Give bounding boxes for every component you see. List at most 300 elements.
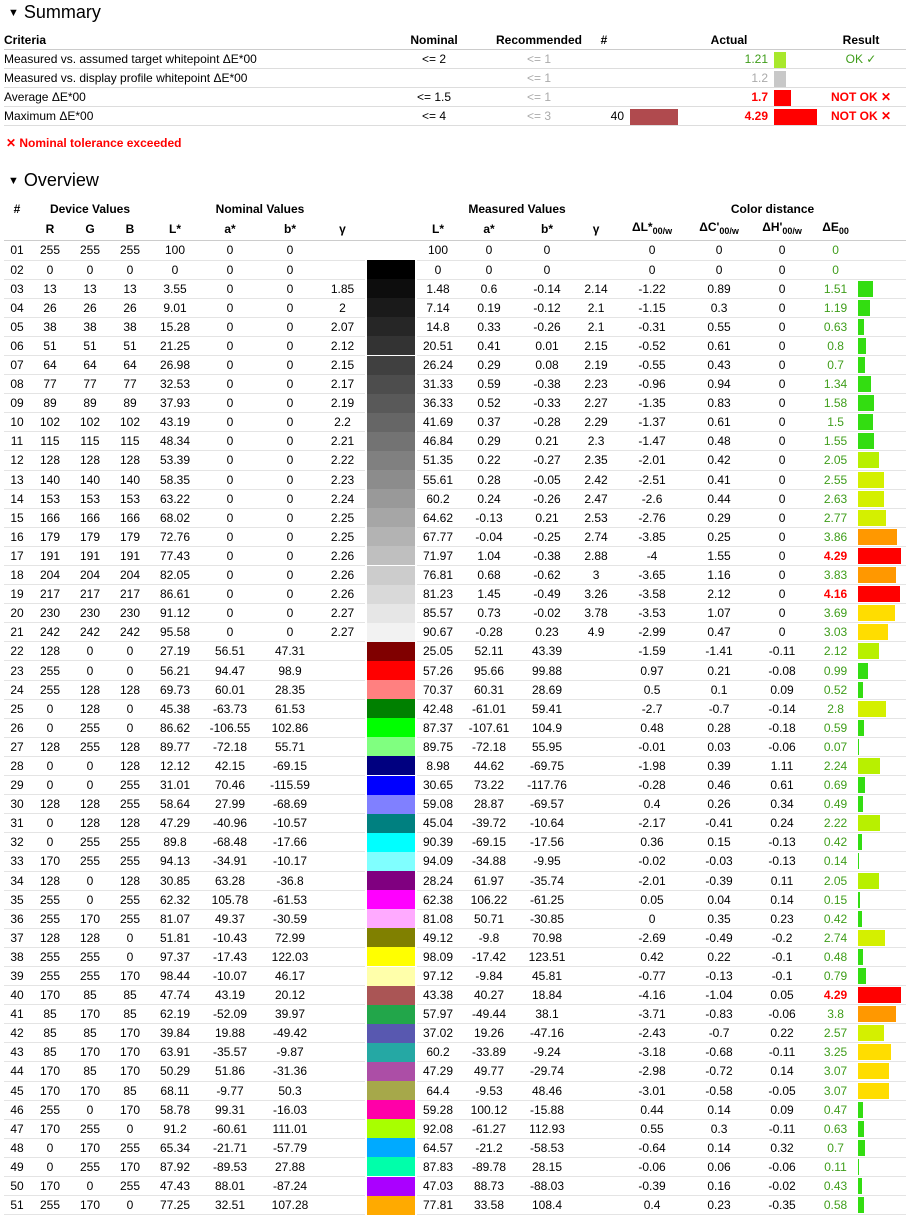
overview-G: 204 [70, 566, 110, 585]
overview-nominal-gamma: 2.23 [320, 470, 365, 489]
overview-R: 128 [30, 737, 70, 756]
dE-bar [858, 777, 865, 793]
overview-num: 11 [4, 432, 30, 451]
overview-dH: -0.06 [751, 1005, 813, 1024]
overview-measured-a: -17.42 [459, 947, 519, 966]
overview-title: Overview [23, 170, 99, 190]
overview-dC: 0.21 [687, 661, 751, 680]
overview-swatch-cell [365, 680, 417, 699]
overview-G: 255 [70, 852, 110, 871]
overview-dL: 0.05 [617, 890, 687, 909]
overview-R: 0 [30, 1157, 70, 1176]
overview-swatch-cell [365, 355, 417, 374]
overview-nominal-a: 0 [200, 470, 260, 489]
overview-R: 179 [30, 527, 70, 546]
overview-measured-b: -0.27 [519, 451, 575, 470]
overview-dC: 0.1 [687, 680, 751, 699]
overview-dE: 4.29 [813, 546, 858, 565]
overview-measured-b: -47.16 [519, 1024, 575, 1043]
overview-swatch-cell [365, 756, 417, 775]
overview-nominal-gamma: 2.26 [320, 585, 365, 604]
overview-measured-a: 0.29 [459, 355, 519, 374]
overview-R: 26 [30, 298, 70, 317]
overview-R: 128 [30, 871, 70, 890]
overview-nominal-b: 0 [260, 604, 320, 623]
overview-R: 0 [30, 718, 70, 737]
overview-dE: 0.47 [813, 1100, 858, 1119]
overview-dC: 0.35 [687, 909, 751, 928]
overview-dE: 2.12 [813, 642, 858, 661]
overview-dH: 0.14 [751, 890, 813, 909]
overview-measured-gamma [575, 1177, 617, 1196]
overview-nominal-gamma [320, 1138, 365, 1157]
overview-measured-L: 64.57 [417, 1138, 459, 1157]
overview-nominal-gamma: 2.17 [320, 375, 365, 394]
overview-table [4, 200, 906, 1215]
overview-measured-gamma: 2.3 [575, 432, 617, 451]
overview-B: 255 [110, 833, 150, 852]
overview-nominal-gamma: 2.2 [320, 413, 365, 432]
overview-nominal-a: -89.53 [200, 1157, 260, 1176]
overview-measured-gamma: 3.78 [575, 604, 617, 623]
overview-nominal-a: -60.61 [200, 1119, 260, 1138]
overview-dC: -0.03 [687, 852, 751, 871]
overview-nominal-b: -10.17 [260, 852, 320, 871]
overview-measured-b: 48.46 [519, 1081, 575, 1100]
overview-nominal-L: 89.77 [150, 737, 200, 756]
overview-nominal-gamma [320, 1157, 365, 1176]
overview-dE-bar-cell [858, 1043, 906, 1062]
overview-nominal-a: 0 [200, 241, 260, 261]
overview-measured-b: -0.14 [519, 279, 575, 298]
overview-measured-gamma [575, 928, 617, 947]
overview-num: 34 [4, 871, 30, 890]
overview-measured-b: 104.9 [519, 718, 575, 737]
summary-row [4, 50, 906, 69]
overview-nominal-a: -10.07 [200, 966, 260, 985]
dE-bar [858, 338, 866, 354]
overview-R: 85 [30, 1043, 70, 1062]
overview-nominal-b: 0 [260, 241, 320, 261]
overview-dE-bar-cell [858, 776, 906, 795]
col-dL: $\Delta L*_{00/w}$ [617, 218, 687, 241]
overview-dC: -0.41 [687, 814, 751, 833]
overview-measured-a: -21.2 [459, 1138, 519, 1157]
overview-nominal-b: 55.71 [260, 737, 320, 756]
dE-bar [858, 682, 863, 698]
overview-measured-gamma [575, 642, 617, 661]
color-swatch [367, 947, 415, 966]
overview-dH: 0 [751, 546, 813, 565]
overview-num: 38 [4, 947, 30, 966]
overview-B: 64 [110, 355, 150, 374]
overview-nominal-a: 0 [200, 279, 260, 298]
overview-dE-bar-cell [858, 1196, 906, 1215]
overview-measured-a: 44.62 [459, 756, 519, 775]
overview-G: 170 [70, 1196, 110, 1215]
overview-measured-b: -0.05 [519, 470, 575, 489]
overview-R: 255 [30, 241, 70, 261]
color-swatch [367, 508, 415, 527]
overview-B: 128 [110, 680, 150, 699]
overview-B: 38 [110, 317, 150, 336]
overview-G: 85 [70, 1062, 110, 1081]
overview-dC: 1.55 [687, 546, 751, 565]
overview-dH: -0.13 [751, 833, 813, 852]
dE-bar [858, 758, 880, 774]
overview-dH: -0.06 [751, 1157, 813, 1176]
overview-measured-b: -0.02 [519, 604, 575, 623]
summary-criteria: Measured vs. assumed target whitepoint ΔE*00 [4, 50, 374, 69]
overview-nominal-L: 62.19 [150, 1005, 200, 1024]
overview-nominal-gamma [320, 795, 365, 814]
summary-recommended: <= 1 [494, 88, 584, 107]
overview-dL: 0.36 [617, 833, 687, 852]
overview-measured-L: 57.26 [417, 661, 459, 680]
overview-dE: 0.07 [813, 737, 858, 756]
overview-G: 140 [70, 470, 110, 489]
overview-G: 38 [70, 317, 110, 336]
overview-measured-a: -72.18 [459, 737, 519, 756]
overview-measured-L: 92.08 [417, 1119, 459, 1138]
overview-measured-gamma [575, 718, 617, 737]
overview-dL: -0.64 [617, 1138, 687, 1157]
overview-measured-b: -117.76 [519, 776, 575, 795]
overview-nominal-a: 94.47 [200, 661, 260, 680]
overview-nominal-a: 105.78 [200, 890, 260, 909]
summary-recommended: <= 1 [494, 50, 584, 69]
overview-measured-b: 0.01 [519, 336, 575, 355]
overview-dL: 0.4 [617, 795, 687, 814]
overview-nominal-a: -9.77 [200, 1081, 260, 1100]
overview-swatch-cell [365, 260, 417, 279]
overview-measured-gamma: 3.26 [575, 585, 617, 604]
overview-nominal-a: 0 [200, 508, 260, 527]
overview-dC: 0.83 [687, 394, 751, 413]
overview-measured-a: 61.97 [459, 871, 519, 890]
overview-dL: -1.47 [617, 432, 687, 451]
overview-nominal-b: 39.97 [260, 1005, 320, 1024]
overview-measured-L: 89.75 [417, 737, 459, 756]
overview-measured-a: -0.13 [459, 508, 519, 527]
overview-dH: 0 [751, 508, 813, 527]
overview-measured-a: 0.6 [459, 279, 519, 298]
color-swatch [367, 1157, 415, 1176]
overview-nominal-b: 0 [260, 546, 320, 565]
overview-dC: 0.03 [687, 737, 751, 756]
summary-toggle[interactable] [8, 2, 101, 23]
overview-nominal-b: 98.9 [260, 661, 320, 680]
overview-swatch-cell [365, 909, 417, 928]
overview-nominal-L: 68.02 [150, 508, 200, 527]
overview-dE: 0.52 [813, 680, 858, 699]
overview-G: 242 [70, 623, 110, 642]
col-R: R [30, 218, 70, 241]
overview-G: 230 [70, 604, 110, 623]
overview-measured-b: 28.15 [519, 1157, 575, 1176]
overview-G: 0 [70, 1100, 110, 1119]
overview-dL: -1.35 [617, 394, 687, 413]
overview-measured-gamma [575, 909, 617, 928]
color-swatch [367, 394, 415, 413]
overview-swatch-cell [365, 317, 417, 336]
col-nominal-b: b* [260, 218, 320, 241]
overview-nominal-a: 0 [200, 298, 260, 317]
overview-dL: -2.76 [617, 508, 687, 527]
overview-G: 128 [70, 814, 110, 833]
overview-B: 230 [110, 604, 150, 623]
summary-actual-bar [774, 71, 786, 87]
overview-toggle[interactable] [8, 170, 99, 191]
overview-dL: -0.96 [617, 375, 687, 394]
overview-measured-gamma: 2.19 [575, 355, 617, 374]
overview-dE-bar-cell [858, 375, 906, 394]
overview-G: 170 [70, 1005, 110, 1024]
overview-swatch-cell [365, 776, 417, 795]
overview-num: 06 [4, 336, 30, 355]
overview-num: 24 [4, 680, 30, 699]
overview-num: 42 [4, 1024, 30, 1043]
overview-swatch-cell [365, 451, 417, 470]
overview-nominal-gamma: 2.26 [320, 546, 365, 565]
summary-recommended: <= 1 [494, 69, 584, 88]
overview-nominal-a: 56.51 [200, 642, 260, 661]
overview-measured-L: 51.35 [417, 451, 459, 470]
overview-nominal-gamma [320, 1005, 365, 1024]
overview-nominal-b: 0 [260, 355, 320, 374]
overview-nominal-a: 0 [200, 604, 260, 623]
overview-row [4, 394, 906, 413]
overview-dE: 1.58 [813, 394, 858, 413]
overview-nominal-a: -52.09 [200, 1005, 260, 1024]
overview-nominal-L: 48.34 [150, 432, 200, 451]
overview-row [4, 1138, 906, 1157]
dE-bar [858, 1178, 862, 1194]
overview-dE: 2.63 [813, 489, 858, 508]
overview-measured-b: 45.81 [519, 966, 575, 985]
overview-swatch-cell [365, 1157, 417, 1176]
overview-nominal-L: 72.76 [150, 527, 200, 546]
overview-dL: -0.77 [617, 966, 687, 985]
dE-bar [858, 452, 879, 468]
overview-dC: -1.41 [687, 642, 751, 661]
color-swatch [367, 1138, 415, 1157]
overview-nominal-L: 95.58 [150, 623, 200, 642]
overview-nominal-a: -68.48 [200, 833, 260, 852]
overview-nominal-L: 77.25 [150, 1196, 200, 1215]
summary-title: Summary [23, 2, 101, 22]
overview-nominal-b: 0 [260, 527, 320, 546]
overview-nominal-gamma [320, 833, 365, 852]
overview-R: 128 [30, 928, 70, 947]
overview-measured-b: -69.75 [519, 756, 575, 775]
overview-dH: -0.2 [751, 928, 813, 947]
overview-R: 89 [30, 394, 70, 413]
overview-measured-a: 50.71 [459, 909, 519, 928]
overview-B: 128 [110, 814, 150, 833]
overview-swatch-cell [365, 546, 417, 565]
overview-measured-L: 26.24 [417, 355, 459, 374]
overview-dE: 0.15 [813, 890, 858, 909]
dE-bar [858, 414, 873, 430]
overview-nominal-gamma [320, 642, 365, 661]
overview-nominal-a: 27.99 [200, 795, 260, 814]
overview-measured-a: 0.59 [459, 375, 519, 394]
summary-header-nominal: Nominal [374, 31, 494, 50]
overview-R: 77 [30, 375, 70, 394]
overview-measured-b: -0.26 [519, 489, 575, 508]
overview-swatch-cell [365, 1005, 417, 1024]
overview-swatch-cell [365, 871, 417, 890]
overview-measured-L: 76.81 [417, 566, 459, 585]
overview-measured-gamma [575, 1157, 617, 1176]
overview-nominal-L: 32.53 [150, 375, 200, 394]
overview-nominal-b: -17.66 [260, 833, 320, 852]
col-B: B [110, 218, 150, 241]
overview-dC: 0.28 [687, 718, 751, 737]
overview-measured-L: 98.09 [417, 947, 459, 966]
overview-num: 04 [4, 298, 30, 317]
overview-nominal-L: 69.73 [150, 680, 200, 699]
overview-R: 64 [30, 355, 70, 374]
overview-G: 0 [70, 890, 110, 909]
overview-dE-bar-cell [858, 928, 906, 947]
overview-num: 50 [4, 1177, 30, 1196]
overview-measured-a: 1.45 [459, 585, 519, 604]
overview-nominal-L: 27.19 [150, 642, 200, 661]
overview-nominal-b: -9.87 [260, 1043, 320, 1062]
overview-B: 0 [110, 947, 150, 966]
overview-dL: -0.06 [617, 1157, 687, 1176]
overview-dC: -0.13 [687, 966, 751, 985]
dE-bar [858, 1197, 864, 1213]
col-measured-L: L* [417, 218, 459, 241]
overview-B: 179 [110, 527, 150, 546]
overview-dL: -0.55 [617, 355, 687, 374]
overview-measured-b: -35.74 [519, 871, 575, 890]
overview-row [4, 279, 906, 298]
overview-dH: 0 [751, 260, 813, 279]
overview-B: 0 [110, 1119, 150, 1138]
overview-measured-gamma [575, 1024, 617, 1043]
overview-measured-gamma [575, 795, 617, 814]
overview-dE-bar-cell [858, 1157, 906, 1176]
overview-num: 14 [4, 489, 30, 508]
overview-row [4, 1024, 906, 1043]
overview-measured-L: 46.84 [417, 432, 459, 451]
overview-dL: -0.02 [617, 852, 687, 871]
overview-R: 217 [30, 585, 70, 604]
overview-R: 255 [30, 1100, 70, 1119]
overview-measured-a: 73.22 [459, 776, 519, 795]
summary-result [814, 69, 906, 88]
overview-B: 170 [110, 1157, 150, 1176]
summary-count-swatch-cell [624, 88, 684, 107]
overview-nominal-L: 0 [150, 260, 200, 279]
summary-criteria: Maximum ΔE*00 [4, 107, 374, 126]
overview-dC: 0.55 [687, 317, 751, 336]
overview-nominal-gamma [320, 718, 365, 737]
col-G: G [70, 218, 110, 241]
overview-nominal-gamma: 2.27 [320, 604, 365, 623]
overview-nominal-b: -61.53 [260, 890, 320, 909]
overview-measured-b: 0.21 [519, 508, 575, 527]
overview-measured-L: 42.48 [417, 699, 459, 718]
color-swatch [367, 1177, 415, 1196]
overview-dC: 0.94 [687, 375, 751, 394]
overview-R: 230 [30, 604, 70, 623]
overview-dE-bar-cell [858, 890, 906, 909]
overview-num: 32 [4, 833, 30, 852]
overview-dC: 0.23 [687, 1196, 751, 1215]
overview-dL: 0 [617, 909, 687, 928]
overview-dH: 0 [751, 394, 813, 413]
dE-bar [858, 720, 864, 736]
overview-measured-b: -30.85 [519, 909, 575, 928]
overview-row [4, 871, 906, 890]
overview-dH: 0 [751, 489, 813, 508]
overview-R: 191 [30, 546, 70, 565]
overview-dE-bar-cell [858, 527, 906, 546]
overview-dL: -2.43 [617, 1024, 687, 1043]
overview-measured-gamma: 2.88 [575, 546, 617, 565]
overview-measured-a: -9.8 [459, 928, 519, 947]
overview-nominal-L: 63.22 [150, 489, 200, 508]
color-swatch [367, 680, 415, 699]
overview-dE: 3.25 [813, 1043, 858, 1062]
dE-bar [858, 357, 865, 373]
overview-num: 05 [4, 317, 30, 336]
overview-nominal-a: 0 [200, 336, 260, 355]
overview-B: 204 [110, 566, 150, 585]
dE-bar [858, 1083, 889, 1099]
color-swatch [367, 928, 415, 947]
overview-G: 115 [70, 432, 110, 451]
overview-nominal-b: 20.12 [260, 986, 320, 1005]
overview-dC: -0.7 [687, 1024, 751, 1043]
overview-measured-a: 0 [459, 241, 519, 261]
overview-row [4, 1062, 906, 1081]
overview-measured-a: 0.52 [459, 394, 519, 413]
overview-nominal-b: -31.36 [260, 1062, 320, 1081]
overview-dE: 0.7 [813, 355, 858, 374]
overview-num: 20 [4, 604, 30, 623]
overview-num: 08 [4, 375, 30, 394]
overview-row [4, 642, 906, 661]
overview-dE-bar-cell [858, 795, 906, 814]
summary-nominal [374, 69, 494, 88]
overview-measured-L: 30.65 [417, 776, 459, 795]
overview-G: 85 [70, 1024, 110, 1043]
dE-bar [858, 911, 862, 927]
overview-dE-bar-cell [858, 852, 906, 871]
color-swatch [367, 413, 415, 432]
overview-measured-gamma: 2.1 [575, 298, 617, 317]
overview-measured-b: -58.53 [519, 1138, 575, 1157]
overview-B: 128 [110, 451, 150, 470]
overview-dE-bar-cell [858, 661, 906, 680]
overview-nominal-a: 88.01 [200, 1177, 260, 1196]
overview-dE-bar-cell [858, 1138, 906, 1157]
overview-dC: 0.16 [687, 1177, 751, 1196]
overview-dE: 2.8 [813, 699, 858, 718]
overview-measured-L: 0 [417, 260, 459, 279]
overview-dE-bar-cell [858, 1119, 906, 1138]
overview-G: 255 [70, 1119, 110, 1138]
overview-nominal-gamma [320, 699, 365, 718]
overview-dC: 0.22 [687, 947, 751, 966]
overview-measured-L: 81.08 [417, 909, 459, 928]
